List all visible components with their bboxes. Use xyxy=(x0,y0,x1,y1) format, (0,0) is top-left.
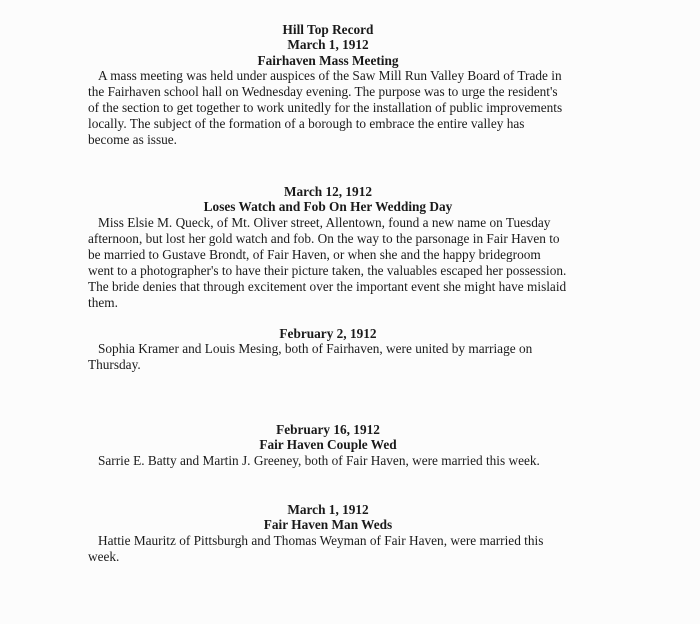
article-body: Sarrie E. Batty and Martin J. Greeney, both of Fair Haven, were married this week. xyxy=(98,452,540,468)
article-body: A mass meeting was held under auspices of the Saw Mill Run Valley Board of Trade in the Fairhaven school hall on Wednesday evening. The purpose was to urge the resident's of the section to get together to work unitedly for the installation of public improvements locally. The subject of the formation of a borough to embrace the entire valley has become as issue. xyxy=(88,67,563,147)
article-couple-wed xyxy=(88,422,568,469)
article-man-weds xyxy=(88,502,568,565)
article-headline: Fair Haven Couple Wed xyxy=(259,437,397,453)
article-mass-meeting xyxy=(88,22,568,148)
article-date: March 12, 1912 xyxy=(283,184,373,199)
article-body: Sophia Kramer and Louis Mesing, both of Fairhaven, were united by marriage on Thursday. xyxy=(88,341,533,373)
article-loses-watch xyxy=(88,184,568,311)
article-kramer-mesing xyxy=(88,326,568,373)
article-headline: Fair Haven Man Weds xyxy=(263,517,393,533)
article-headline: Fairhaven Mass Meeting xyxy=(257,52,399,68)
article-date: February 2, 1912 xyxy=(279,326,377,341)
article-body: Hattie Mauritz of Pittsburgh and Thomas Weyman of Fair Haven, were married this week. xyxy=(88,532,544,564)
article-date: February 16, 1912 xyxy=(276,422,380,437)
article-headline: Loses Watch and Fob On Her Wedding Day xyxy=(203,199,453,215)
article-body: Miss Elsie M. Queck, of Mt. Oliver street, Allentown, found a new name on Tuesday afternoon, but lost her gold watch and fob. On the way to the parsonage in Fair Haven to be married to Gustave Brondt, of Fair Haven, or when she and the happy bridegroom went to a photographer's to have their picture taken, the valuables escaped her possession. The bride denies that through excitement over the important event she might have mislaid them. xyxy=(88,214,567,310)
article-date: March 1, 1912 xyxy=(287,37,369,53)
article-date: March 1, 1912 xyxy=(287,502,369,517)
newspaper-title: Hill Top Record xyxy=(282,22,374,37)
